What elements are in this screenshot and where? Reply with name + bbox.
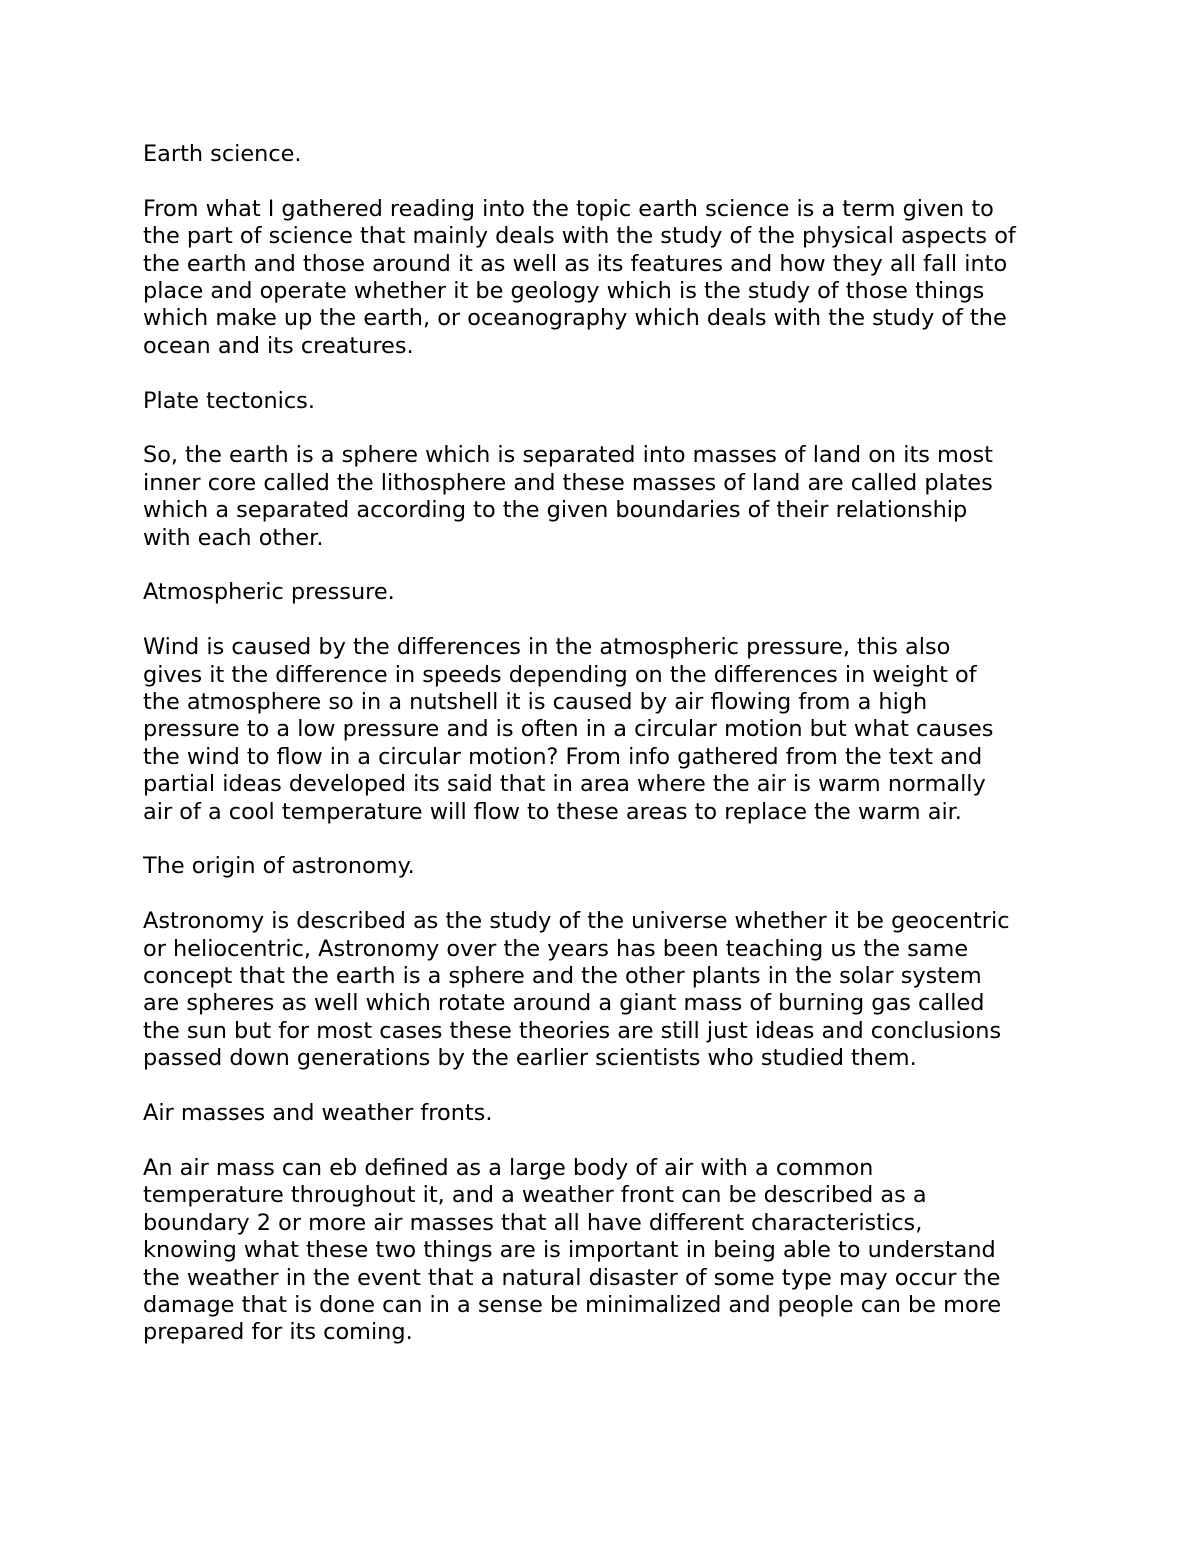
section-heading-air-masses: Air masses and weather fronts.: [143, 1100, 493, 1127]
section-paragraph-earth-science: From what I gathered reading into the topic earth science is a term given to the part of science that mainly deals with the study of the physical aspects of the earth and those around it as well as its features and how they all fall into place and operate whether it be geology which is the study of those things which make up the earth, or oceanography which deals with the study of the ocean and its creatures.: [143, 195, 1016, 359]
section-paragraph-air-masses: An air mass can eb defined as a large body of air with a common temperature throughout it, and a weather front can be described as a boundary 2 or more air masses that all have different characteristics, knowing what these two things are is important in being able to understand the weather in the event that a natural disaster of some type may occur the damage that is done can in a sense be minimalized and people can be more prepared for its coming.: [143, 1154, 1002, 1346]
document-body: [143, 141, 1083, 1374]
section-heading-origin-of-astronomy: The origin of astronomy.: [143, 853, 415, 880]
section-heading-earth-science: Earth science.: [143, 141, 302, 167]
section-heading-atmospheric-pressure: Atmospheric pressure.: [143, 579, 395, 606]
section-heading-plate-tectonics: Plate tectonics.: [143, 387, 315, 414]
section-paragraph-atmospheric-pressure: Wind is caused by the differences in the atmospheric pressure, this also gives it the difference in speeds depending on the differences in weight of the atmosphere so in a nutshell it is caused by air flowing from a high pressure to a low pressure and is often in a circular motion but what causes the wind to flow in a circular motion? From info gathered from the text and partial ideas developed its said that in area where the air is warm normally air of a cool temperature will flow to these areas to replace the warm air.: [143, 634, 994, 825]
section-paragraph-plate-tectonics: So, the earth is a sphere which is separated into masses of land on its most inner core called the lithosphere and these masses of land are called plates which a separated according to the given boundaries of their relationship with each other.: [143, 442, 993, 551]
section-paragraph-origin-of-astronomy: Astronomy is described as the study of the universe whether it be geocentric or heliocentric, Astronomy over the years has been teaching us the same concept that the earth is a sphere and the other plants in the solar system are spheres as well which rotate around a giant mass of burning gas called the sun but for most cases these theories are still just ideas and conclusions passed down generations by the earlier scientists who studied them.: [143, 908, 1010, 1072]
